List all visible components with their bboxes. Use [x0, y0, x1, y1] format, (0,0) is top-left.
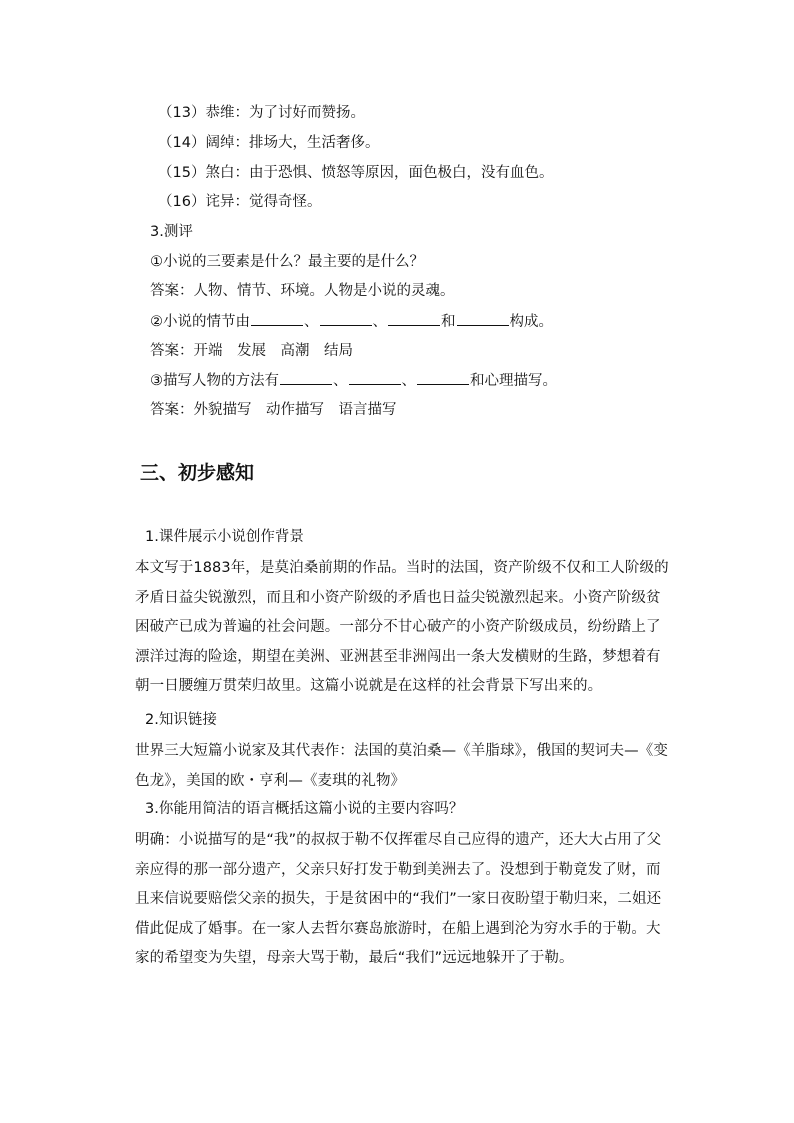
q3-separator: 、 — [401, 373, 416, 389]
item-2-title: 2.知识链接 — [145, 712, 217, 728]
fill-blank[interactable] — [251, 311, 303, 326]
q2-prefix: ②小说的情节由 — [150, 314, 250, 330]
fill-blank[interactable] — [388, 311, 440, 326]
q2-suffix: 构成。 — [509, 314, 553, 330]
fill-blank[interactable] — [457, 311, 509, 326]
item-1-body-text: 本文写于1883年，是莫泊桑前期的作品。当时的法国，资产阶级不仅和工人阶级的矛盾日益尖锐激烈，而且和小资产阶级的矛盾也日益尖锐激烈起来。小资产阶级贫困破产已成为普遍的社会问题。一部分不甘心破产的小资产阶级成员，纷纷踏上了漂洋过海的险途，期望在美洲、亚洲甚至非洲闯出一条大发横财的生路，梦想着有朝一日腰缠万贯荣归故里。这篇小说就是在这样的社会背景下写出来的。 — [135, 560, 669, 694]
q3-suffix: 和心理描写。 — [470, 373, 557, 389]
vocab-item-13: （13）恭维：为了讨好而赞扬。 — [158, 105, 365, 121]
item-3-body: 明确：小说描写的是“我”的叔叔于勒不仅挥霍尽自己应得的遗产，还大大占用了父亲应得的那一部分遗产，父亲只好打发于勒到美洲去了。没想到于勒竟发了财，而且来信说要赔偿父亲的损失，于是贫困中的“我们”一家日夜盼望于勒归来，二姐还借此促成了婚事。在一家人去哲尔赛岛旅游时，在船上遇到沦为穷水手的于勒。大家的希望变为失望，母亲大骂于勒，最后“我们”远远地躲开了于勒。 — [135, 832, 662, 966]
test-answer-2: 答案：开端 发展 高潮 结局 — [150, 343, 353, 359]
q2-and: 和 — [441, 314, 456, 330]
vocab-item-16: （16）诧异：觉得奇怪。 — [158, 194, 322, 210]
fill-blank[interactable] — [417, 370, 469, 385]
vocab-item-14: （14）阔绰：排场大，生活奢侈。 — [158, 135, 380, 151]
test-title: 3.测评 — [150, 224, 193, 240]
test-question-1: ①小说的三要素是什么？最主要的是什么？ — [150, 254, 424, 270]
vocab-item-15: （15）煞白：由于恐惧、愤怒等原因，面色极白，没有血色。 — [158, 165, 554, 181]
test-question-3 — [150, 370, 557, 391]
item-2-body: 世界三大短篇小说家及其代表作：法国的莫泊桑—《羊脂球》，俄国的契诃夫—《变色龙》，美国的欧・亨利—《麦琪的礼物》 — [135, 743, 668, 789]
item-1-title: 1.课件展示小说创作背景 — [145, 529, 304, 545]
test-answer-1: 答案：人物、情节、环境。人物是小说的灵魂。 — [150, 283, 455, 299]
test-question-2 — [150, 311, 553, 332]
q3-prefix: ③描写人物的方法有 — [150, 373, 279, 389]
q2-separator: 、 — [372, 314, 387, 330]
test-answer-3: 答案：外貌描写 动作描写 语言描写 — [150, 402, 397, 418]
fill-blank[interactable] — [280, 370, 332, 385]
fill-blank[interactable] — [320, 311, 372, 326]
section-heading: 三、初步感知 — [140, 462, 255, 484]
q3-separator: 、 — [333, 373, 348, 389]
item-1-body — [135, 554, 675, 702]
item-3-title: 3.你能用简洁的语言概括这篇小说的主要内容吗？ — [145, 801, 464, 817]
q2-separator: 、 — [304, 314, 319, 330]
fill-blank[interactable] — [349, 370, 401, 385]
